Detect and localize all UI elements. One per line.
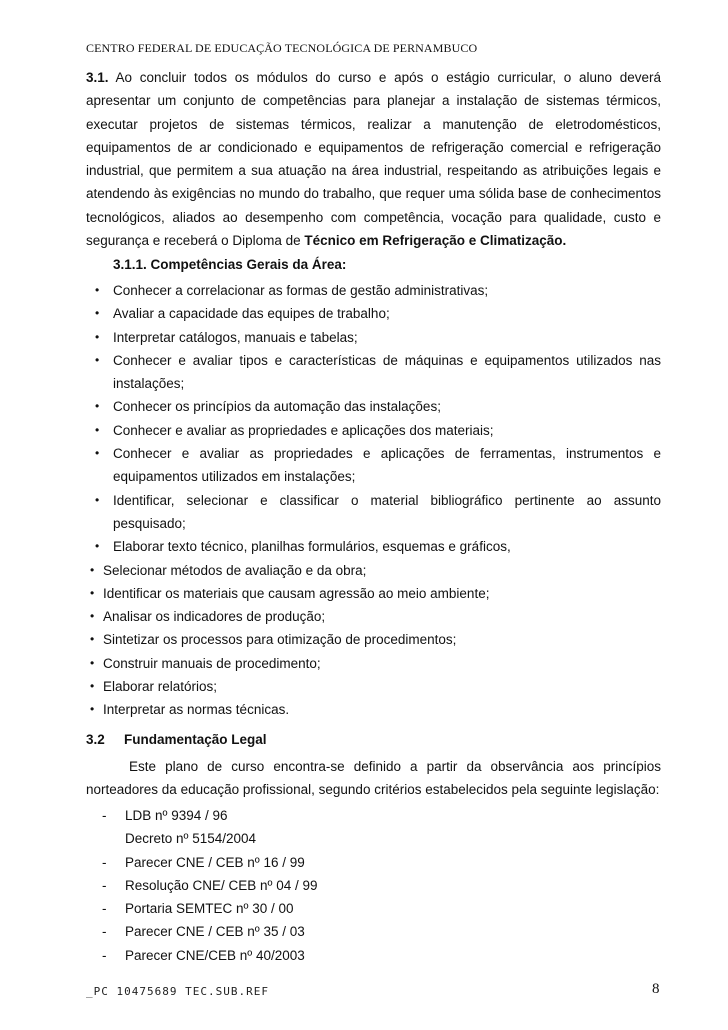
- page-header: CENTRO FEDERAL DE EDUCAÇÃO TECNOLÓGICA DE PERNAMBUCO: [86, 41, 478, 55]
- bullet-icon: •: [90, 585, 95, 600]
- dash-marker: -: [102, 901, 107, 917]
- section-3-1-paragraph: [86, 66, 661, 252]
- list-item: [86, 675, 661, 698]
- list-item: [86, 652, 661, 675]
- law-text: Parecer CNE / CEB nº 16 / 99: [125, 854, 305, 870]
- footer-code: _PC 10475689 TEC.SUB.REF: [86, 985, 269, 998]
- list-item: [86, 279, 661, 302]
- bullet-icon: •: [90, 679, 95, 694]
- list-item-text: Conhecer e avaliar tipos e características de máquinas e equipamentos utilizados nas instalações;: [113, 352, 661, 392]
- section-3-1-number: 3.1.: [86, 70, 109, 85]
- list-item-text: Identificar, selecionar e classificar o material bibliográfico pertinente ao assunto pesquisado;: [113, 492, 661, 531]
- diploma-name: Técnico em Refrigeração e Climatização.: [304, 233, 567, 249]
- law-text: Portaria SEMTEC nº 30 / 00: [125, 901, 294, 917]
- list-item-text: Conhecer e avaliar as propriedades e aplicações dos materiais;: [113, 422, 494, 438]
- dash-marker: -: [102, 947, 107, 963]
- list-item-text: Analisar os indicadores de produção;: [103, 609, 326, 625]
- law-text: Resolução CNE/ CEB nº 04 / 99: [125, 877, 318, 893]
- law-text: Parecer CNE/CEB nº 40/2003: [125, 947, 305, 963]
- bullet-icon: •: [95, 422, 100, 437]
- law-text: Decreto nº 5154/2004: [125, 831, 257, 847]
- list-item: [86, 535, 661, 558]
- dash-marker: -: [102, 877, 107, 893]
- list-item: [86, 628, 661, 651]
- list-item-text: Elaborar relatórios;: [103, 679, 218, 695]
- competencies-list: [86, 279, 661, 722]
- list-item-text: Construir manuais de procedimento;: [103, 655, 321, 671]
- list-item: [100, 897, 318, 920]
- bullet-icon: •: [95, 399, 100, 414]
- list-item-text: Conhecer a correlacionar as formas de gestão administrativas;: [113, 283, 489, 298]
- list-item: [100, 920, 318, 943]
- list-item-text: Interpretar as normas técnicas.: [103, 702, 290, 718]
- bullet-icon: •: [90, 609, 95, 624]
- list-item: [86, 349, 661, 396]
- law-text: Parecer CNE / CEB nº 35 / 03: [125, 924, 305, 940]
- list-item-text: Conhecer os princípios da automação das instalações;: [113, 399, 441, 415]
- list-item: [100, 874, 318, 897]
- list-item: [86, 442, 661, 489]
- dash-marker: -: [102, 924, 107, 940]
- list-item-text: Interpretar catálogos, manuais e tabelas;: [113, 329, 358, 345]
- bullet-icon: •: [90, 632, 95, 647]
- list-item: [86, 559, 661, 582]
- list-item: [86, 489, 661, 536]
- bullet-icon: •: [95, 329, 100, 344]
- dash-marker: -: [102, 854, 107, 870]
- legislation-list: [100, 804, 318, 967]
- list-item-text: Sintetizar os processos para otimização de procedimentos;: [103, 632, 457, 648]
- law-text: LDB nº 9394 / 96: [125, 808, 228, 823]
- section-3-2-paragraph: Este plano de curso encontra-se definido a partir da observância aos princípios norteadores da educação profissional, segundo critérios estabelecidos pela seguinte legislação:: [86, 759, 661, 798]
- bullet-icon: •: [90, 562, 95, 577]
- list-item-text: Selecionar métodos de avaliação e da obra;: [103, 562, 367, 578]
- bullet-icon: •: [95, 283, 100, 297]
- list-item: [86, 698, 661, 721]
- list-item-text: Avaliar a capacidade das equipes de trabalho;: [113, 306, 390, 322]
- bullet-icon: •: [90, 655, 95, 670]
- list-item: [100, 827, 318, 850]
- list-item-text: Elaborar texto técnico, planilhas formulários, esquemas e gráficos,: [113, 539, 511, 555]
- list-item: [86, 302, 661, 325]
- bullet-icon: •: [90, 702, 95, 717]
- list-item-text: Identificar os materiais que causam agressão ao meio ambiente;: [103, 585, 490, 601]
- list-item: [100, 851, 318, 874]
- list-item: [86, 326, 661, 349]
- list-item: [86, 395, 661, 418]
- section-3-2-heading: [86, 732, 267, 747]
- dash-marker: -: [102, 808, 107, 823]
- list-item: [86, 605, 661, 628]
- bullet-icon: •: [95, 492, 100, 507]
- list-item: [100, 944, 318, 967]
- list-item: [100, 804, 318, 827]
- list-item: [86, 582, 661, 605]
- competencies-heading: 3.1.1. Competências Gerais da Área:: [113, 257, 347, 272]
- bullet-icon: •: [95, 446, 100, 461]
- section-3-2-title: Fundamentação Legal: [124, 732, 267, 747]
- bullet-icon: •: [95, 539, 100, 554]
- bullet-icon: •: [95, 352, 100, 367]
- bullet-icon: •: [95, 306, 100, 321]
- list-item: [86, 419, 661, 442]
- page-number: 8: [652, 981, 660, 997]
- section-3-2-number: 3.2: [86, 732, 105, 747]
- list-item-text: Conhecer e avaliar as propriedades e aplicações de ferramentas, instrumentos e equipamentos utilizados em instalações;: [113, 446, 661, 485]
- section-3-1-text: Ao concluir todos os módulos do curso e após o estágio curricular, o aluno deverá apresentar um conjunto de competências para planejar a instalação de sistemas térmicos, executar projetos de sistemas térmicos, realizar a manutenção de eletrodomésticos, equipamentos de ar condicionado e equipamentos de refrigeração comercial e refrigeração industrial, que permitem a sua atuação na área industrial, respeitando as atribuições legais e atendendo às exigências no mundo do trabalho, que requer uma sólida base de conhecimentos tecnológicos, aliados ao desempenho com competência, vocação para qualidade, custo e segurança e receberá o Diploma de: [86, 70, 661, 249]
